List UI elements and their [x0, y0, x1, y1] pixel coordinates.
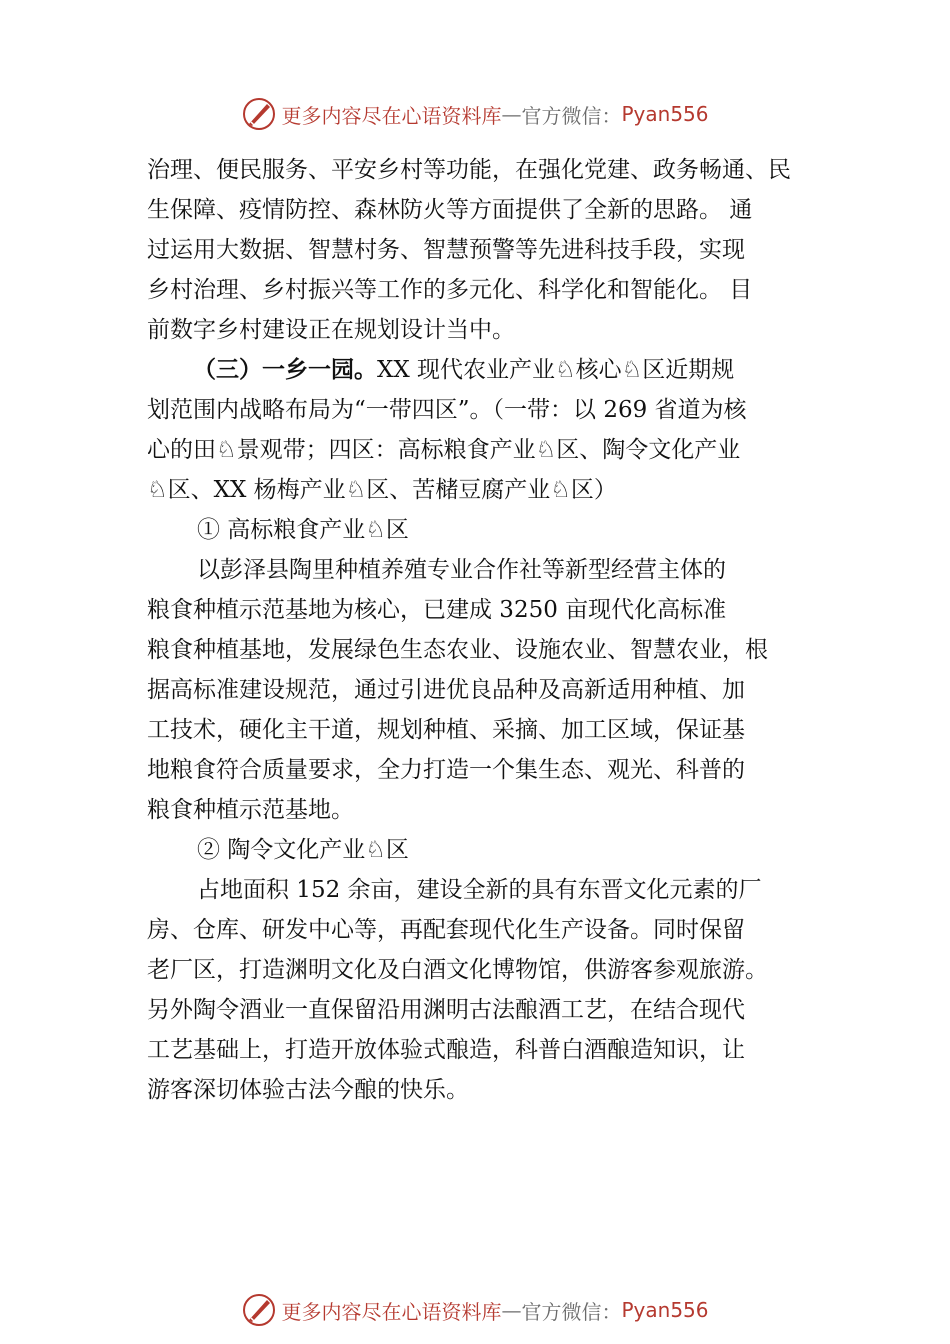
- text-line: 粮食种植基地，发展绿色生态农业、设施农业、智慧农业，根: [147, 637, 768, 663]
- paragraph-one-township-one-park: [147, 350, 817, 510]
- watermark-banner-top: [0, 94, 950, 134]
- paragraph-grain-park: [147, 550, 817, 830]
- text-line: 占地面积 152 余亩，建设全新的具有东晋文化元素的厂: [197, 877, 762, 903]
- text-line: 乡村治理、乡村振兴等工作的多元化、科学化和智能化。 目: [147, 277, 753, 303]
- watermark-handle: Pyan556: [621, 1298, 709, 1322]
- text-line: 工技术，硬化主干道，规划种植、采摘、加工区域，保证基: [147, 717, 745, 743]
- text-line: 划范围内战略布局为“一带四区”。（一带：以 269 省道为核: [147, 397, 747, 423]
- text-line: 以彭泽县陶里种植养殖专业合作社等新型经营主体的: [197, 557, 726, 583]
- text-line: 心的田♘景观带；四区：高标粮食产业♘区、陶令文化产业: [147, 437, 741, 463]
- quill-pen-seal-icon: [241, 96, 277, 132]
- quill-pen-seal-icon: [241, 1292, 277, 1328]
- text-line: 生保障、疫情防控、森林防火等方面提供了全新的思路。 通: [147, 197, 753, 223]
- subsection-title: ① 高标粮食产业♘区: [197, 517, 409, 543]
- text-line: 粮食种植示范基地。: [147, 797, 354, 823]
- text-line: ♘区、XX 杨梅产业♘区、苦槠豆腐产业♘区）: [147, 477, 617, 503]
- text-line: 治理、便民服务、平安乡村等功能，在强化党建、政务畅通、民: [147, 157, 791, 183]
- text-span: XX 现代农业产业♘核心♘区近期规: [377, 357, 735, 383]
- paragraph-digital-village: [147, 150, 817, 350]
- watermark-wechat-label: 官方微信：: [521, 1299, 622, 1324]
- text-line: 工艺基础上，打造开放体验式酿造，科普白酒酿造知识，让: [147, 1037, 745, 1063]
- text-line: 另外陶令酒业一直保留沿用渊明古法酿酒工艺，在结合现代: [147, 997, 745, 1023]
- text-line: 地粮食符合质量要求，全力打造一个集生态、观光、科普的: [147, 757, 745, 783]
- text-line: 老厂区，打造渊明文化及白酒文化博物馆，供游客参观旅游。: [147, 957, 768, 983]
- document-body: [147, 150, 817, 1110]
- section-heading: （三）一乡一园。: [193, 356, 377, 383]
- watermark-main-text: 更多内容尽在心语资料库: [281, 1299, 502, 1324]
- watermark-banner-bottom: [0, 1290, 950, 1330]
- watermark-dash: —: [501, 1298, 522, 1322]
- text-line: 房、仓库、研发中心等，再配套现代化生产设备。同时保留: [147, 917, 745, 943]
- text-line: [147, 350, 817, 390]
- text-line: 前数字乡村建设正在规划设计当中。: [147, 317, 515, 343]
- watermark-wechat-label: 官方微信：: [521, 103, 622, 128]
- subsection-title: ② 陶令文化产业♘区: [197, 837, 409, 863]
- text-line: 过运用大数据、智慧村务、智慧预警等先进科技手段，实现: [147, 237, 745, 263]
- text-line: 游客深切体验古法今酿的快乐。: [147, 1077, 469, 1103]
- watermark-main-text: 更多内容尽在心语资料库: [281, 103, 502, 128]
- watermark-dash: —: [501, 102, 522, 126]
- text-line: 粮食种植示范基地为核心，已建成 3250 亩现代化高标准: [147, 597, 727, 623]
- paragraph-taoling-culture-park: [147, 870, 817, 1110]
- watermark-handle: Pyan556: [621, 102, 709, 126]
- text-line: 据高标准建设规范，通过引进优良品种及高新适用种植、加: [147, 677, 745, 703]
